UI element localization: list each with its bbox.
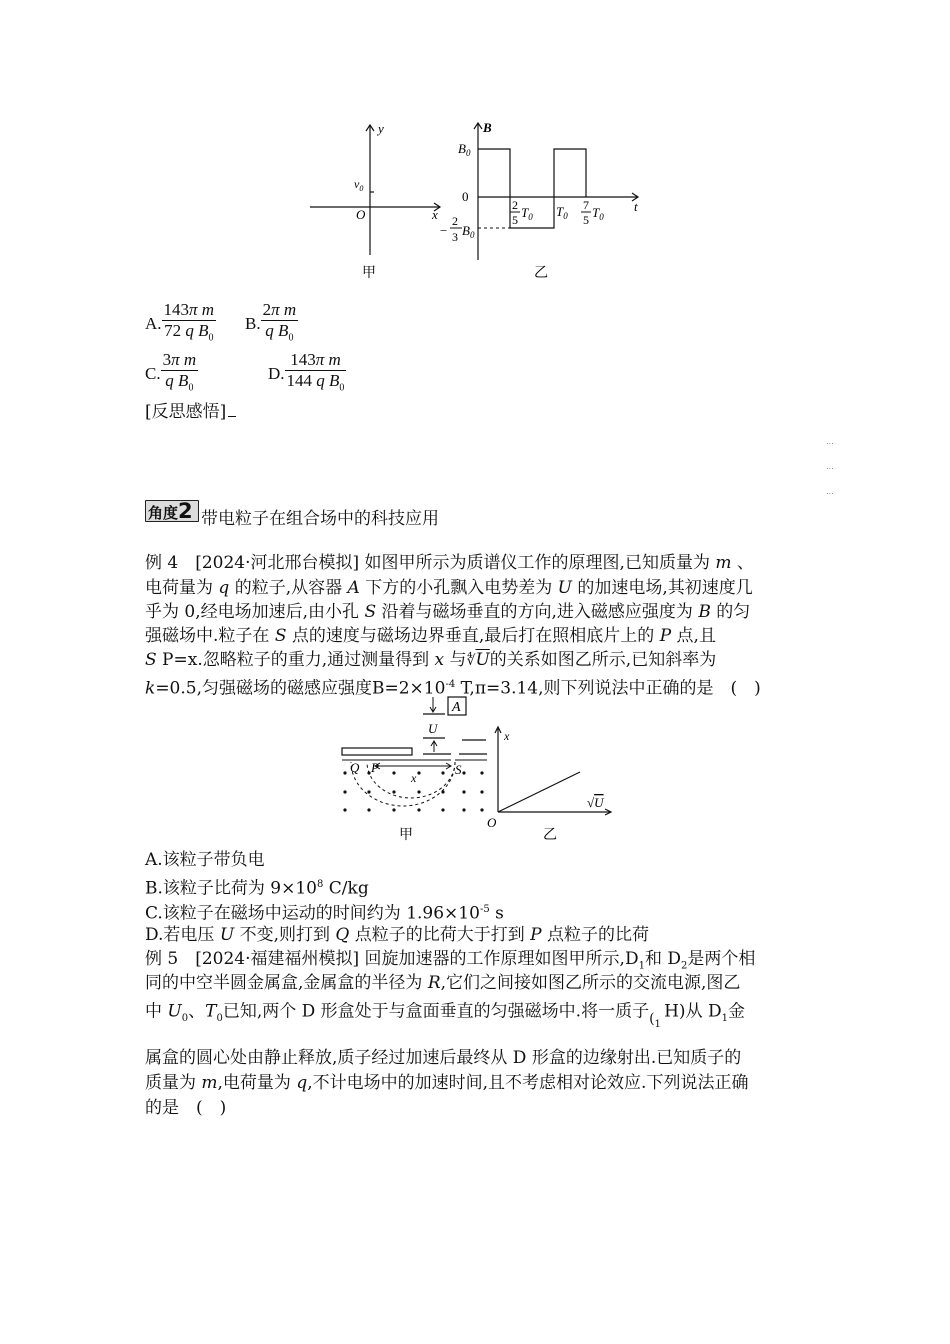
q3-option-a: A. $\frac{\text{143π m}}{72 q B_0}$	[145, 300, 215, 344]
ex4-option-b: B.该粒子比荷为 $9\times 10^8$ C/kg	[145, 878, 369, 899]
section-badge: 角度2	[145, 500, 199, 522]
ex4-line-4: 强磁场中.粒子在 S 点的速度与磁场边界垂直,最后打在照相底片上的 P 点,且	[145, 626, 716, 646]
yi-zero-label: 0	[462, 189, 469, 204]
yi-t1-label: 2	[512, 198, 518, 212]
top-figure	[300, 115, 660, 290]
yi-dashed-guides	[478, 149, 510, 228]
q3-option-d: D. $\frac{\text{143π m}}{144 q B_0}$	[268, 350, 345, 394]
ex4-U-label: U	[428, 721, 438, 736]
ex4-line-2: 电荷量为 q 的粒子,从容器 A 下方的小孔飘入电势差为 U 的加速电场,其初速度几	[145, 578, 753, 598]
ex4-graph-axis-label: √U	[587, 795, 604, 810]
ex4-option-c: C.该粒子在磁场中运动的时间约为 $1.96\times 10^{-5}$ s	[145, 903, 504, 924]
ex5-line-6: 的是 ( )	[145, 1098, 227, 1118]
svg-text:T0: $T_0$	[592, 205, 604, 222]
yi-caption: 乙	[534, 266, 548, 281]
figure-yi	[474, 123, 638, 260]
figure-jia	[310, 125, 440, 255]
jia-v0-label: $v_0$	[354, 177, 364, 193]
svg-text:2: 2	[452, 214, 458, 228]
ex4-caption-yi: 乙	[543, 828, 557, 843]
ex4-line-3: 乎为 0,经电场加速后,由小孔 S 沿着与磁场垂直的方向,进入磁感应强度为 B 的匀	[145, 602, 751, 622]
ex4-A-label: A	[452, 700, 461, 715]
yi-neg-label: −	[440, 223, 448, 238]
ex4-x-label: x	[411, 771, 417, 785]
q3-option-b: B. $\frac{\text{2π m}}{q B_0}$	[245, 300, 297, 344]
jia-x-label: x	[432, 207, 438, 222]
ex4-Q-label: Q	[350, 760, 360, 775]
q3-option-c: C. $\frac{\text{3π m}}{q B_0}$	[145, 350, 197, 394]
ex4-graph-line	[498, 772, 580, 812]
yi-B-label: B	[483, 120, 492, 135]
jia-origin-label: O	[356, 207, 366, 222]
reflection-label: [反思感悟]	[145, 400, 236, 424]
yi-t2-label: $T_0$	[556, 204, 568, 221]
ex4-option-a: A.该粒子带负电	[145, 850, 265, 870]
ex5-line-1: 例 5 [2024·福建福州模拟] 回旋加速器的工作原理如图甲所示$,D_1$和 $D_2$是两个相	[145, 949, 756, 972]
ex5-line-5: 质量为 m,电荷量为 q,不计电场中的加速时间,且不考虑相对论效应.下列说法正确	[145, 1073, 749, 1093]
ex4-graph-x-label: x	[504, 729, 510, 743]
section-title: 带电粒子在组合场中的科技应用	[201, 509, 439, 529]
ex4-caption-jia: 甲	[399, 828, 413, 843]
ex4-option-d: D.若电压 U 不变,则打到 Q 点粒子的比荷大于打到 P 点粒子的比荷	[145, 925, 649, 945]
ex4-figure	[335, 692, 635, 850]
ex5-line-4: 属盒的圆心处由静止释放,质子经过加速后最终从 D 形盒的边缘射出.已知质子的	[145, 1048, 742, 1068]
yi-t3-label: 7	[583, 198, 589, 212]
ex4-line-5: S P=x.忽略粒子的重力,通过测量得到 x 与$∜\overline{U}$的关系如图乙所示,已知斜率为	[145, 650, 717, 670]
yi-B0-label: $B_0$	[458, 141, 471, 158]
svg-text:5: 5	[583, 213, 589, 227]
ex5-line-3: 中 $U_0$、$T_0$已知,两个 D 形盒处于与盒面垂直的匀强磁场中.将一质子$_{(_1}$ H)从 $D_1$金	[145, 1001, 745, 1030]
ex4-S-label: S	[455, 762, 462, 777]
ex4-P-label: P	[371, 760, 379, 775]
jia-caption: 甲	[362, 266, 376, 281]
ex4-line-6: k=0.5,匀强磁场的磁感应强度$B=2\times 10^{-4}$ T,π=3.14,则下列说法中正确的是 ( )	[145, 678, 761, 699]
ex4-line-1: 例 4 [2024·河北邢台模拟] 如图甲所示为质谱仪工作的原理图,已知质量为 m 、	[145, 553, 754, 573]
svg-text:T0: $T_0$	[521, 205, 533, 222]
svg-text:3: 3	[452, 230, 458, 244]
jia-y-label: y	[378, 121, 384, 136]
yi-t-label: t	[634, 199, 638, 214]
svg-text:B0: $B_0$	[462, 223, 475, 240]
ex4-graph-origin: O	[487, 815, 497, 830]
ex5-line-2: 同的中空半圆金属盒,金属盒的半径为 R,它们之间接如图乙所示的交流电源,图乙	[145, 973, 741, 993]
svg-text:5: 5	[512, 213, 518, 227]
